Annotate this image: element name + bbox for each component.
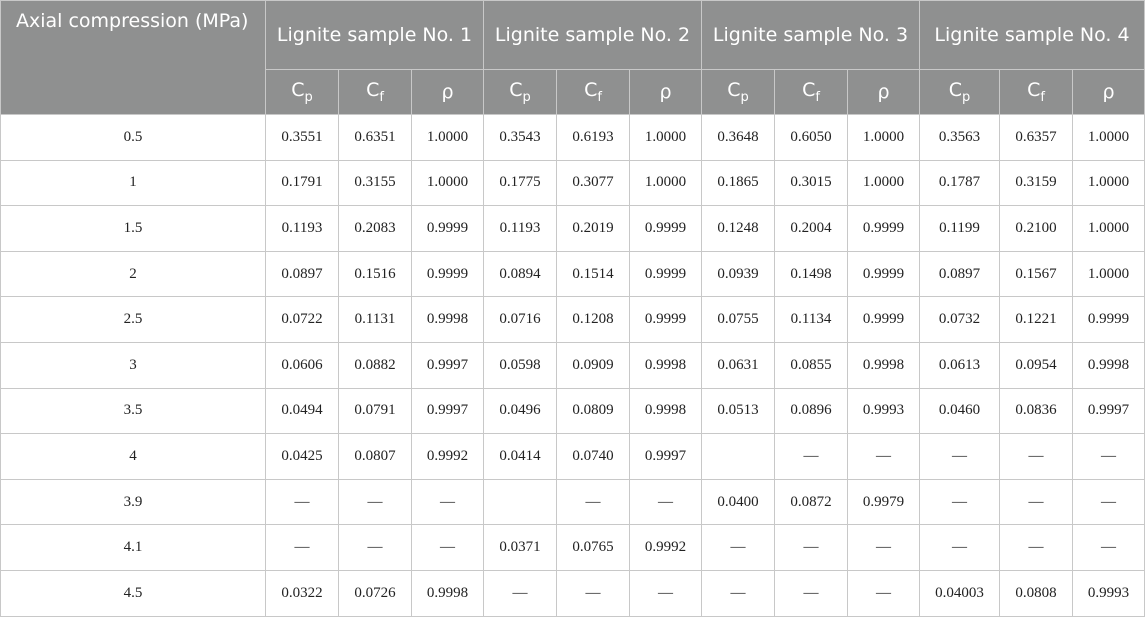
sample-3-cp-cell: 0.0631 bbox=[702, 342, 775, 388]
sample-1-cp-cell: 0.3551 bbox=[266, 115, 339, 161]
sample-2-cf-cell: 0.0765 bbox=[557, 525, 630, 571]
sample-2-rho-cell: 0.9999 bbox=[630, 251, 702, 297]
sample-4-cp-cell: — bbox=[920, 525, 1000, 571]
axial-compression-cell: 1 bbox=[1, 160, 266, 206]
sample-4-cf-cell: 0.6357 bbox=[1000, 115, 1073, 161]
sample-3-rho-cell: 0.9979 bbox=[848, 479, 920, 525]
sample-1-cp-cell: 0.0322 bbox=[266, 570, 339, 616]
sample-2-cf-header bbox=[557, 70, 630, 115]
sample-1-rho-cell: 0.9997 bbox=[412, 388, 484, 434]
sample-1-cp-cell: 0.0606 bbox=[266, 342, 339, 388]
sample-1-cf-cell: 0.6351 bbox=[339, 115, 412, 161]
sample-3-cp-cell: 0.0755 bbox=[702, 297, 775, 343]
sample-4-cf-cell: 0.3159 bbox=[1000, 160, 1073, 206]
sample-1-cf-cell: 0.0882 bbox=[339, 342, 412, 388]
sample-4-cp-cell: 0.1787 bbox=[920, 160, 1000, 206]
axial-compression-cell: 3 bbox=[1, 342, 266, 388]
sample-3-rho-cell: 0.9999 bbox=[848, 297, 920, 343]
sample-4-cp-cell: 0.0460 bbox=[920, 388, 1000, 434]
sample-3-cf-cell: — bbox=[775, 525, 848, 571]
sample-3-rho-cell: 0.9998 bbox=[848, 342, 920, 388]
sample-4-cf-cell: 0.0954 bbox=[1000, 342, 1073, 388]
sample-3-cf-cell: 0.0896 bbox=[775, 388, 848, 434]
sample-1-rho-cell: 0.9998 bbox=[412, 570, 484, 616]
cp-symbol: C bbox=[509, 79, 523, 102]
axial-compression-cell: 1.5 bbox=[1, 206, 266, 252]
sample-3-cf-cell: — bbox=[775, 434, 848, 480]
sample-3-cp-cell bbox=[702, 434, 775, 480]
sample-2-cp-cell bbox=[484, 479, 557, 525]
header-row-groups bbox=[1, 1, 1145, 70]
table-row bbox=[1, 206, 1145, 252]
axial-compression-cell: 2.5 bbox=[1, 297, 266, 343]
table-row bbox=[1, 297, 1145, 343]
sample-2-rho-cell: 1.0000 bbox=[630, 115, 702, 161]
sample-1-cp-cell: 0.0494 bbox=[266, 388, 339, 434]
sample-4-cf-cell: 0.2100 bbox=[1000, 206, 1073, 252]
sample-1-rho-cell: 0.9997 bbox=[412, 342, 484, 388]
sample-4-rho-cell: — bbox=[1073, 434, 1145, 480]
axial-compression-cell: 4.1 bbox=[1, 525, 266, 571]
sample-3-cp-cell: — bbox=[702, 525, 775, 571]
axial-compression-cell: 0.5 bbox=[1, 115, 266, 161]
table-row bbox=[1, 388, 1145, 434]
sample-4-cp-cell: 0.04003 bbox=[920, 570, 1000, 616]
table-row bbox=[1, 434, 1145, 480]
sample-3-rho-cell: 1.0000 bbox=[848, 115, 920, 161]
sample-4-rho-cell: 0.9997 bbox=[1073, 388, 1145, 434]
sample-2-rho-cell: — bbox=[630, 479, 702, 525]
cf-symbol: C bbox=[802, 79, 816, 102]
sample-3-cp-header bbox=[702, 70, 775, 115]
sample-3-cf-cell: 0.2004 bbox=[775, 206, 848, 252]
sample-1-rho-cell: 1.0000 bbox=[412, 115, 484, 161]
table-row bbox=[1, 251, 1145, 297]
sample-3-cp-cell: 0.0513 bbox=[702, 388, 775, 434]
sample-4-cf-cell: 0.0836 bbox=[1000, 388, 1073, 434]
axial-compression-cell: 3.9 bbox=[1, 479, 266, 525]
sample-3-cp-cell: 0.0400 bbox=[702, 479, 775, 525]
cp-subscript: p bbox=[522, 89, 531, 105]
sample-3-cp-cell: 0.0939 bbox=[702, 251, 775, 297]
sample-2-rho-cell: — bbox=[630, 570, 702, 616]
sample-4-cf-cell: — bbox=[1000, 479, 1073, 525]
sample-4-cp-cell: 0.0732 bbox=[920, 297, 1000, 343]
sample-2-cf-cell: 0.3077 bbox=[557, 160, 630, 206]
sample-4-rho-cell: 1.0000 bbox=[1073, 206, 1145, 252]
axial-compression-cell: 4.5 bbox=[1, 570, 266, 616]
sample-4-cf-cell: 0.1567 bbox=[1000, 251, 1073, 297]
cf-symbol: C bbox=[1027, 79, 1041, 102]
sample-1-cp-cell: 0.1193 bbox=[266, 206, 339, 252]
sample-4-cf-cell: — bbox=[1000, 525, 1073, 571]
sample-2-cp-cell: 0.0894 bbox=[484, 251, 557, 297]
sample-2-cp-cell: 0.0371 bbox=[484, 525, 557, 571]
sample-2-cp-cell: 0.0496 bbox=[484, 388, 557, 434]
sample-4-cp-cell: 0.0613 bbox=[920, 342, 1000, 388]
sample-3-cf-cell: 0.1134 bbox=[775, 297, 848, 343]
sample-2-cp-cell: 0.1193 bbox=[484, 206, 557, 252]
sample-4-cf-cell: 0.1221 bbox=[1000, 297, 1073, 343]
axial-compression-cell: 4 bbox=[1, 434, 266, 480]
sample-1-cf-cell: — bbox=[339, 479, 412, 525]
sample-4-cp-cell: 0.1199 bbox=[920, 206, 1000, 252]
sample-1-cp-cell: 0.0897 bbox=[266, 251, 339, 297]
sample-1-cf-cell: 0.0807 bbox=[339, 434, 412, 480]
table-row bbox=[1, 479, 1145, 525]
sample-2-cf-cell: — bbox=[557, 479, 630, 525]
sample-2-cf-cell: 0.0909 bbox=[557, 342, 630, 388]
sample-3-header: Lignite sample No. 3 bbox=[702, 1, 920, 70]
sample-4-cp-cell: — bbox=[920, 434, 1000, 480]
sample-4-rho-cell: 1.0000 bbox=[1073, 160, 1145, 206]
sample-4-header: Lignite sample No. 4 bbox=[920, 1, 1145, 70]
table-row bbox=[1, 342, 1145, 388]
axial-compression-cell: 2 bbox=[1, 251, 266, 297]
sample-4-rho-cell: 1.0000 bbox=[1073, 251, 1145, 297]
axial-compression-header: Axial compression (MPa) bbox=[1, 1, 266, 115]
sample-2-cp-cell: — bbox=[484, 570, 557, 616]
cp-symbol: C bbox=[291, 79, 305, 102]
sample-2-rho-cell: 0.9999 bbox=[630, 206, 702, 252]
sample-2-cp-header bbox=[484, 70, 557, 115]
sample-3-rho-cell: 1.0000 bbox=[848, 160, 920, 206]
sample-1-rho-cell: — bbox=[412, 479, 484, 525]
cp-subscript: p bbox=[304, 89, 313, 105]
sample-3-cf-header bbox=[775, 70, 848, 115]
sample-2-rho-cell: 0.9998 bbox=[630, 342, 702, 388]
sample-3-rho-cell: — bbox=[848, 570, 920, 616]
sample-3-cf-cell: 0.0855 bbox=[775, 342, 848, 388]
sample-1-rho-cell: — bbox=[412, 525, 484, 571]
sample-4-cp-cell: 0.3563 bbox=[920, 115, 1000, 161]
sample-3-cf-cell: — bbox=[775, 570, 848, 616]
table-body bbox=[1, 115, 1145, 617]
sample-1-rho-cell: 0.9998 bbox=[412, 297, 484, 343]
sample-4-cf-cell: — bbox=[1000, 434, 1073, 480]
sample-4-rho-cell: 0.9998 bbox=[1073, 342, 1145, 388]
sample-1-cf-cell: — bbox=[339, 525, 412, 571]
sample-2-cf-cell: 0.1208 bbox=[557, 297, 630, 343]
sample-3-rho-header: ρ bbox=[848, 70, 920, 115]
sample-2-cf-cell: 0.6193 bbox=[557, 115, 630, 161]
sample-1-cp-cell: — bbox=[266, 525, 339, 571]
sample-1-rho-cell: 1.0000 bbox=[412, 160, 484, 206]
sample-3-cf-cell: 0.3015 bbox=[775, 160, 848, 206]
sample-1-rho-cell: 0.9999 bbox=[412, 251, 484, 297]
sample-2-rho-cell: 1.0000 bbox=[630, 160, 702, 206]
sample-2-cp-cell: 0.3543 bbox=[484, 115, 557, 161]
sample-1-rho-header: ρ bbox=[412, 70, 484, 115]
sample-2-header: Lignite sample No. 2 bbox=[484, 1, 702, 70]
table-row bbox=[1, 525, 1145, 571]
sample-4-rho-cell: 0.9993 bbox=[1073, 570, 1145, 616]
sample-3-rho-cell: 0.9999 bbox=[848, 251, 920, 297]
sample-4-rho-cell: — bbox=[1073, 479, 1145, 525]
sample-3-cf-cell: 0.0872 bbox=[775, 479, 848, 525]
cf-subscript: f bbox=[597, 89, 602, 105]
sample-4-cf-header bbox=[1000, 70, 1073, 115]
sample-1-cp-cell: 0.0425 bbox=[266, 434, 339, 480]
cf-subscript: f bbox=[379, 89, 384, 105]
sample-2-cf-cell: — bbox=[557, 570, 630, 616]
sample-4-rho-header: ρ bbox=[1073, 70, 1145, 115]
sample-2-cf-cell: 0.1514 bbox=[557, 251, 630, 297]
sample-1-cf-cell: 0.1516 bbox=[339, 251, 412, 297]
sample-1-rho-cell: 0.9992 bbox=[412, 434, 484, 480]
cf-symbol: C bbox=[584, 79, 598, 102]
sample-2-rho-cell: 0.9997 bbox=[630, 434, 702, 480]
sample-2-cp-cell: 0.0716 bbox=[484, 297, 557, 343]
sample-1-cp-cell: 0.0722 bbox=[266, 297, 339, 343]
sample-2-cf-cell: 0.0809 bbox=[557, 388, 630, 434]
sample-1-cf-header bbox=[339, 70, 412, 115]
sample-1-cp-header bbox=[266, 70, 339, 115]
cp-subscript: p bbox=[962, 89, 971, 105]
sample-4-cp-header bbox=[920, 70, 1000, 115]
table-row bbox=[1, 160, 1145, 206]
sample-4-rho-cell: 0.9999 bbox=[1073, 297, 1145, 343]
sample-2-cp-cell: 0.1775 bbox=[484, 160, 557, 206]
sample-2-rho-cell: 0.9992 bbox=[630, 525, 702, 571]
sample-1-cf-cell: 0.1131 bbox=[339, 297, 412, 343]
sample-4-cp-cell: 0.0897 bbox=[920, 251, 1000, 297]
sample-2-cp-cell: 0.0598 bbox=[484, 342, 557, 388]
sample-4-rho-cell: — bbox=[1073, 525, 1145, 571]
sample-1-header: Lignite sample No. 1 bbox=[266, 1, 484, 70]
cf-subscript: f bbox=[1040, 89, 1045, 105]
sample-3-cp-cell: — bbox=[702, 570, 775, 616]
sample-2-rho-cell: 0.9999 bbox=[630, 297, 702, 343]
sample-3-cp-cell: 0.3648 bbox=[702, 115, 775, 161]
sample-3-cp-cell: 0.1248 bbox=[702, 206, 775, 252]
sample-3-cf-cell: 0.6050 bbox=[775, 115, 848, 161]
sample-2-cp-cell: 0.0414 bbox=[484, 434, 557, 480]
table-row bbox=[1, 115, 1145, 161]
cf-symbol: C bbox=[366, 79, 380, 102]
sample-3-rho-cell: — bbox=[848, 525, 920, 571]
cp-subscript: p bbox=[740, 89, 749, 105]
sample-1-rho-cell: 0.9999 bbox=[412, 206, 484, 252]
cp-symbol: C bbox=[948, 79, 962, 102]
sample-2-rho-cell: 0.9998 bbox=[630, 388, 702, 434]
sample-1-cf-cell: 0.3155 bbox=[339, 160, 412, 206]
sample-3-rho-cell: 0.9993 bbox=[848, 388, 920, 434]
sample-1-cp-cell: — bbox=[266, 479, 339, 525]
sample-3-cf-cell: 0.1498 bbox=[775, 251, 848, 297]
sample-4-cp-cell: — bbox=[920, 479, 1000, 525]
table-row bbox=[1, 570, 1145, 616]
sample-2-cf-cell: 0.0740 bbox=[557, 434, 630, 480]
sample-3-cp-cell: 0.1865 bbox=[702, 160, 775, 206]
sample-3-rho-cell: 0.9999 bbox=[848, 206, 920, 252]
sample-1-cf-cell: 0.0791 bbox=[339, 388, 412, 434]
sample-2-rho-header: ρ bbox=[630, 70, 702, 115]
cp-symbol: C bbox=[727, 79, 741, 102]
sample-4-rho-cell: 1.0000 bbox=[1073, 115, 1145, 161]
sample-1-cf-cell: 0.2083 bbox=[339, 206, 412, 252]
sample-1-cf-cell: 0.0726 bbox=[339, 570, 412, 616]
sample-4-cf-cell: 0.0808 bbox=[1000, 570, 1073, 616]
sample-2-cf-cell: 0.2019 bbox=[557, 206, 630, 252]
axial-compression-cell: 3.5 bbox=[1, 388, 266, 434]
sample-3-rho-cell: — bbox=[848, 434, 920, 480]
cf-subscript: f bbox=[815, 89, 820, 105]
sample-1-cp-cell: 0.1791 bbox=[266, 160, 339, 206]
